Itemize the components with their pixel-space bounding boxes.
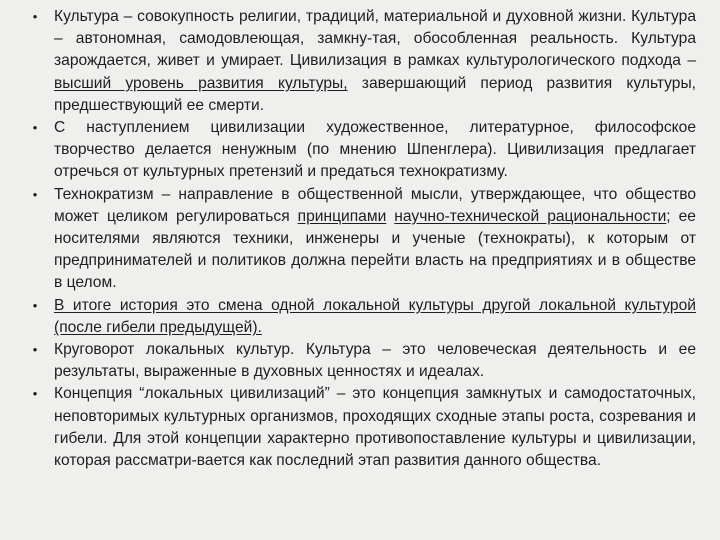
bullet-text [54,186,696,292]
bullet-text [54,297,696,336]
bullet-text [54,385,696,469]
bullet-dot-icon: • [32,9,38,24]
text-segment: Концепция “локальных цивилизаций” – это концепция замкнутых и самодостаточных, неповторимых культурных организмов, проходящих сходные этапы роста, созревания и гибели. Для этой концепции характерно противопоставление культуры и цивилизации, которая рассматри-вается как последний этап развития данного общества. [54,385,696,470]
bullet-item [28,184,696,295]
bullet-item [28,117,696,184]
bullet-dot-icon: • [32,297,38,313]
bullet-item [28,383,696,472]
bullet-item [28,339,696,383]
bullet-item [28,295,696,339]
bullet-text [54,8,696,114]
text-segment: Круговорот локальных культур. Культура – это человеческая деятельность и ее результаты, выраженные в духовных ценностях и идеалах. [54,341,696,381]
bullet-dot-icon: • [32,186,38,202]
underlined-text: научно-технической рациональности [394,207,667,225]
bullet-text [54,341,696,380]
bullet-item [28,6,696,117]
text-segment: С наступлением цивилизации художественное, литературное, философское творчество делается ненужным (по мнению Шпенглера). Цивилизация предлагает отречься от культурных претензий и предаться технократизму. [54,119,696,181]
bullet-dot-icon: • [32,120,38,136]
bullet-text [54,119,696,180]
bullet-dot-icon: • [32,386,38,402]
bullet-list [28,6,696,472]
bullet-dot-icon: • [32,342,38,358]
text-segment: ; ее носителями являются техники, инженеры и ученые (технократы), к которым от предпринимателей и политиков должна перейти власть на предприятиях и в обществе в целом. [54,207,696,292]
text-segment: завершающий период развития культуры, предшествующий ее смерти. [54,74,696,114]
underlined-text: В итоге история это смена одной локальной культуры другой локальной культурой (после гибели предыдущей). [54,296,696,336]
underlined-text: принципами [297,207,387,225]
text-segment: Технократизм – направление в общественной мысли, утверждающее, что общество может целиком регулироваться [54,185,696,225]
text-segment: Культура – совокупность религии, традиций, материальной и духовной жизни. Культура – автономная, самодовлеющая, замкну-тая, обособленная реальность. Культура зарождается, живет и умирает. Цивилизация в рамках культурологического подхода – [54,8,696,70]
underlined-text: высший уровень развития культуры, [54,74,348,92]
